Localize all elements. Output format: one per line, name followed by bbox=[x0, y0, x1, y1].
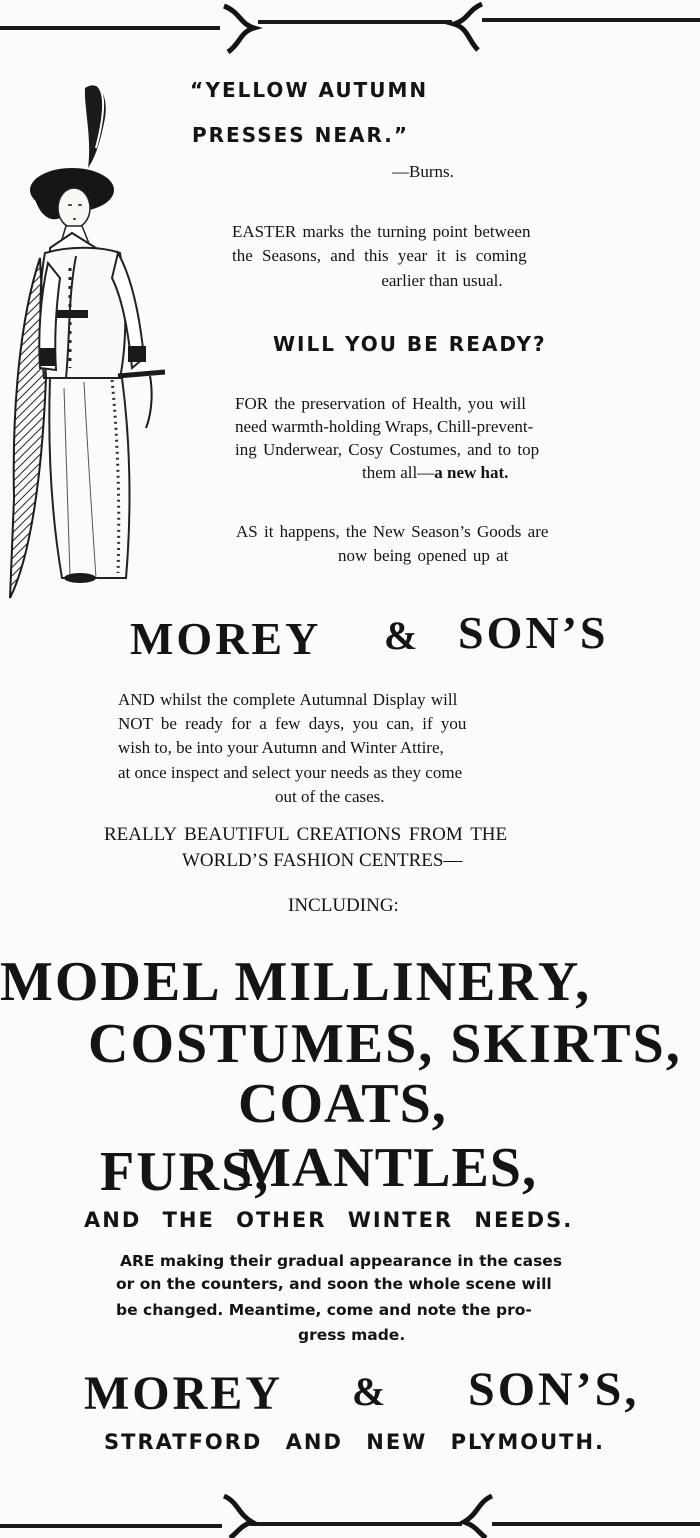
health-new-hat: a new hat. bbox=[434, 463, 509, 482]
gradual-line-2: or on the counters, and soon the whole scene will bbox=[116, 1275, 552, 1293]
top-border-rule-left bbox=[0, 26, 220, 30]
store-locations: STRATFORD AND NEW PLYMOUTH. bbox=[104, 1430, 606, 1454]
quote-line-2: PRESSES NEAR.” bbox=[192, 123, 410, 147]
top-border-ornament-left bbox=[218, 4, 260, 54]
quote-line-1: “YELLOW AUTUMN bbox=[190, 78, 429, 102]
top-border-rule-middle bbox=[258, 20, 452, 24]
season-line-2: now being opened up at bbox=[338, 546, 509, 565]
display-line-3: wish to, be into your Autumn and Winter Attire, bbox=[118, 738, 444, 757]
bottom-border-rule-left bbox=[0, 1524, 222, 1528]
winter-needs-heading: AND THE OTHER WINTER NEEDS. bbox=[84, 1208, 574, 1232]
bottom-border-rule-right bbox=[492, 1522, 700, 1526]
season-line-1: AS it happens, the New Season’s Goods are bbox=[236, 522, 549, 541]
creations-line-1: REALLY BEAUTIFUL CREATIONS FROM THE bbox=[104, 824, 508, 845]
store-name-top-ampersand: & bbox=[384, 613, 418, 658]
store-name-top-sons: SON’S bbox=[458, 607, 609, 658]
gradual-line-4: gress made. bbox=[298, 1326, 406, 1344]
question-heading: WILL YOU BE READY? bbox=[273, 332, 547, 356]
health-line-2: need warmth-holding Wraps, Chill-prevent- bbox=[235, 417, 534, 436]
top-border-ornament-right bbox=[448, 2, 490, 52]
health-line-1: FOR the preservation of Health, you will bbox=[235, 394, 527, 413]
items-coats-mantles: COATS, MANTLES, bbox=[238, 1073, 537, 1199]
health-line-3: ing Underwear, Cosy Costumes, and to top bbox=[235, 440, 540, 459]
display-line-4: at once inspect and select your needs as they come bbox=[118, 763, 463, 782]
intro-line-1: EASTER marks the turning point between bbox=[232, 222, 531, 241]
store-name-bottom-sons: SON’S, bbox=[468, 1363, 640, 1416]
health-line-4-text: them all— bbox=[362, 463, 435, 482]
display-line-5: out of the cases. bbox=[275, 787, 385, 806]
display-line-2: NOT be ready for a few days, you can, if you bbox=[118, 714, 467, 733]
quote-attribution: —Burns. bbox=[392, 162, 454, 181]
display-line-1: AND whilst the complete Autumnal Display will bbox=[118, 690, 458, 709]
store-name-bottom-morey: MOREY bbox=[84, 1367, 283, 1420]
health-line-4 bbox=[362, 463, 508, 483]
bottom-border-ornament-left bbox=[218, 1494, 258, 1538]
creations-line-3: INCLUDING: bbox=[288, 895, 399, 916]
intro-line-2: the Seasons, and this year it is coming bbox=[232, 246, 527, 265]
top-border-rule-right bbox=[482, 18, 700, 22]
bottom-border-rule-middle bbox=[250, 1522, 462, 1526]
bottom-border-ornament-right bbox=[458, 1494, 498, 1538]
store-name-bottom-ampersand: & bbox=[352, 1369, 386, 1414]
creations-line-2: WORLD’S FASHION CENTRES— bbox=[182, 850, 463, 871]
items-furs: FURS, bbox=[100, 1141, 271, 1203]
lady-fashion-illustration bbox=[0, 78, 175, 608]
gradual-line-3: be changed. Meantime, come and note the pro- bbox=[116, 1301, 532, 1319]
intro-line-3: earlier than usual. bbox=[381, 271, 503, 290]
items-model-millinery: MODEL MILLINERY, bbox=[0, 951, 592, 1013]
gradual-line-1: ARE making their gradual appearance in the cases bbox=[120, 1252, 563, 1270]
store-name-top-morey: MOREY bbox=[130, 613, 322, 664]
items-costumes-skirts: COSTUMES, SKIRTS, bbox=[88, 1013, 682, 1075]
